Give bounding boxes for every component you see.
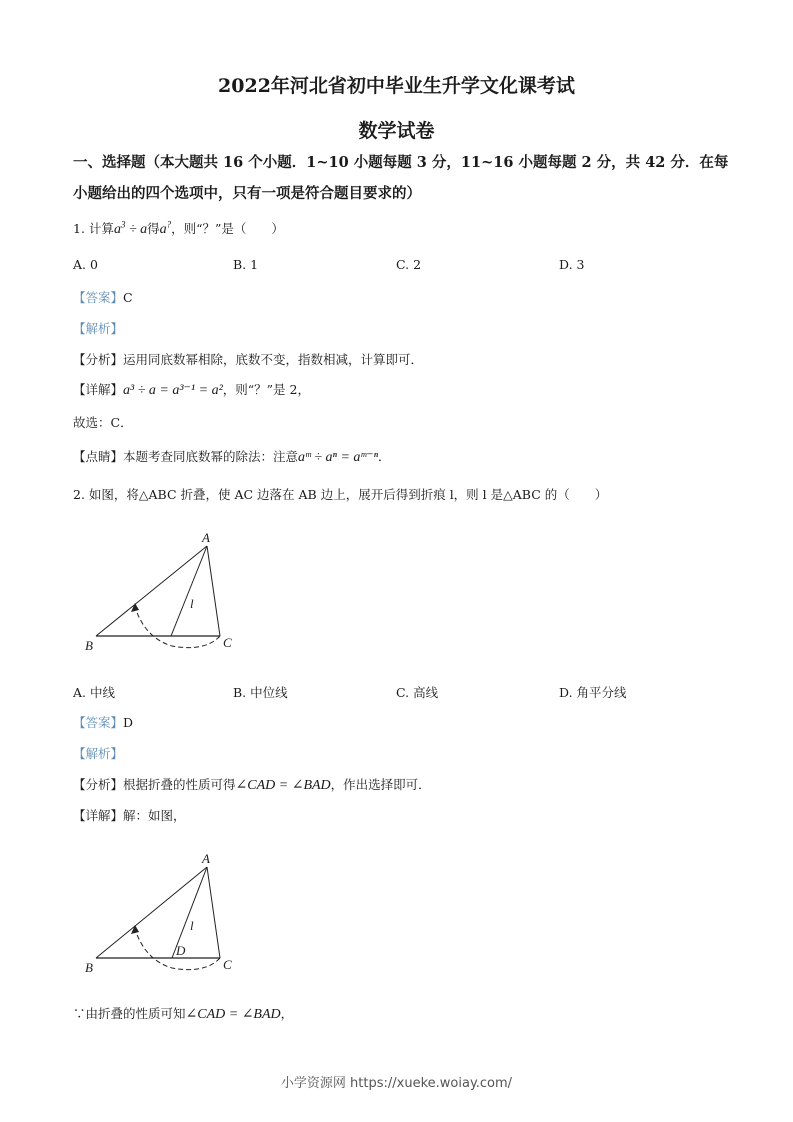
q2-option-b: B. 中位线 — [233, 685, 288, 700]
arrow-head-icon — [131, 925, 139, 934]
q1-xiangjie — [73, 380, 310, 399]
answer-tag: 【答案】 — [73, 290, 124, 305]
q1-result-expr: a? — [159, 219, 172, 237]
label-l: l — [190, 596, 194, 611]
q1-dianjing: 【点睛】本题考查同底数幂的除法：注意aᵐ ÷ aⁿ = aᵐ⁻ⁿ． — [73, 449, 391, 465]
exam-subtitle: 数学试卷 — [358, 120, 435, 142]
q1-fenxi — [73, 350, 423, 368]
label-b: B — [85, 638, 93, 653]
q2-option-c: C. 高线 — [396, 685, 439, 700]
dianjing-expr: aᵐ ÷ aⁿ = aᵐ⁻ⁿ — [298, 450, 379, 465]
xiangjie-tag: 【详解】 — [73, 382, 124, 397]
q2-stem-text: 如图，将△ABC 折叠，使 AC 边落在 AB 边上，展开后得到折痕 l，则 l 是△ABC 的（ ） — [88, 487, 608, 502]
q2-option-d: D. 角平分线 — [559, 685, 627, 700]
triangle-figure-2 — [80, 848, 250, 983]
q2-stem — [73, 485, 607, 503]
label-l: l — [190, 918, 194, 933]
q1-stem-mid: 得 — [147, 221, 160, 236]
q2-fenxi: 【分析】根据折叠的性质可得∠CAD = ∠BAD，作出选择即可． — [73, 777, 431, 793]
section-heading-line2: 小题给出的四个选项中，只有一项是符合题目要求的） — [73, 185, 421, 202]
q1-answer — [73, 288, 133, 306]
arrow-head-icon — [131, 603, 139, 612]
fenxi-tag: 【分析】 — [73, 352, 124, 367]
q2-analysis-tag: 【解析】 — [73, 746, 124, 761]
dianjing-tag: 【点睛】 — [73, 449, 124, 464]
q2-option-a: A. 中线 — [73, 685, 115, 700]
triangle-figure-1 — [80, 525, 250, 660]
q1-option-d: D. 3 — [559, 257, 585, 272]
q1-stem-post: ，则“？”是（ ） — [171, 221, 284, 236]
q1-expr: $a^3 \div a$ — [113, 219, 148, 237]
fenxi-tag: 【分析】 — [73, 777, 124, 792]
footer-watermark: 小学资源网 https://xueke.woiay.com/ — [280, 1076, 513, 1091]
answer-value: C — [123, 290, 133, 305]
q1-option-b: B. 1 — [233, 257, 259, 272]
q1-conclusion: 故选：C． — [73, 415, 133, 430]
fenxi-expr: ∠CAD = ∠BAD — [235, 778, 331, 793]
xiangjie-tag: 【详解】 — [73, 808, 124, 823]
answer-tag: 【答案】 — [73, 715, 124, 730]
label-a: A — [202, 851, 210, 866]
label-a: A — [202, 530, 210, 545]
label-d: D — [176, 943, 186, 958]
section-heading-line1: 一、选择题（本大题共 16 个小题．1~10 小题每题 3 分，11~16 小题每题 2 分，共 42 分．在每 — [73, 154, 729, 171]
q1-stem — [73, 219, 284, 238]
exam-title: 2022年河北省初中毕业生升学文化课考试 — [218, 75, 575, 97]
dianjing-text: 本题考查同底数幂的除法：注意 — [123, 449, 299, 464]
label-c: C — [223, 635, 232, 650]
because-expr: ∠CAD = ∠BAD — [185, 1007, 281, 1022]
q2-because: ∵由折叠的性质可知∠CAD = ∠BAD， — [73, 1006, 294, 1022]
xiangjie-expr: a³ ÷ a = a³⁻¹ = a² — [123, 383, 223, 398]
q1-number: 1. — [73, 221, 85, 236]
label-c: C — [223, 957, 232, 972]
q2-number: 2. — [73, 487, 85, 502]
q1-stem-pre: 计算 — [88, 221, 114, 236]
label-b: B — [85, 960, 93, 975]
fenxi-text: 运用同底数幂相除，底数不变，指数相减，计算即可． — [123, 352, 424, 367]
q2-xiangjie: 【详解】解：如图， — [73, 808, 186, 823]
q1-option-c: C. 2 — [396, 257, 422, 272]
q1-option-a: A. 0 — [73, 257, 98, 272]
xiangjie-post: ，则“？”是 2， — [222, 382, 310, 397]
answer-value: D — [123, 715, 134, 730]
q1-analysis-tag: 【解析】 — [73, 321, 124, 336]
q2-answer — [73, 713, 133, 731]
